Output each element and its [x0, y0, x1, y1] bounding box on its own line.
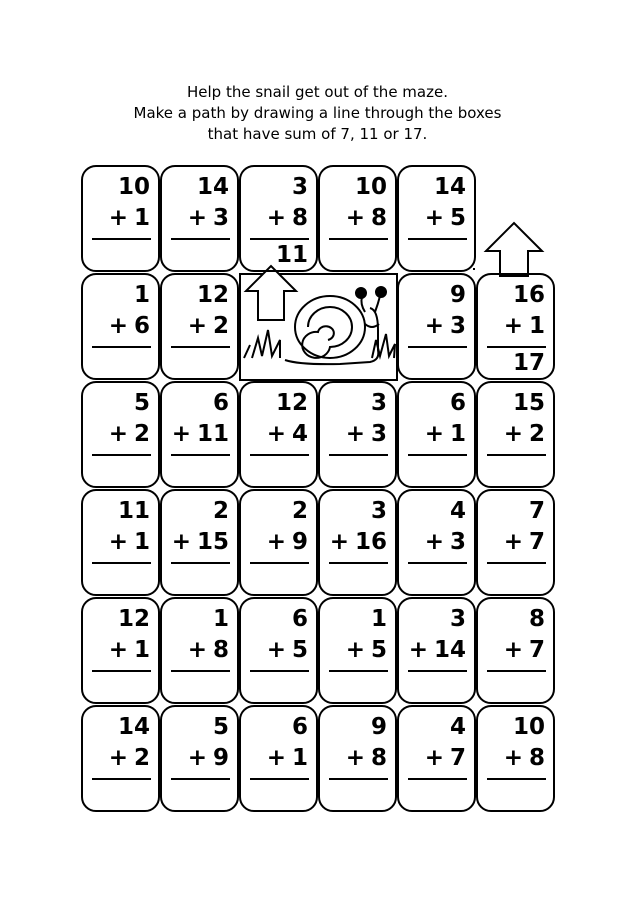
first-addend: 14 — [196, 174, 229, 200]
plus-operator: + — [108, 637, 128, 663]
plus-operator: + — [345, 421, 365, 447]
plus-operator: + — [424, 205, 444, 231]
maze-box[interactable] — [82, 166, 160, 274]
plus-operator: + — [266, 205, 286, 231]
second-addend-value: 1 — [133, 529, 150, 555]
plus-operator: + — [503, 313, 523, 339]
second-addend-value: 1 — [449, 421, 466, 447]
sum-line — [329, 454, 388, 456]
second-addend-value: 8 — [370, 205, 387, 231]
first-addend: 14 — [117, 714, 150, 740]
second-addend — [346, 206, 387, 230]
sum-line — [408, 562, 467, 564]
second-addend — [172, 530, 229, 554]
plus-operator: + — [108, 313, 128, 339]
sum-line — [250, 454, 309, 456]
second-addend-value: 11 — [196, 421, 229, 447]
second-addend — [267, 530, 308, 554]
sum-line — [408, 346, 467, 348]
sum-line — [408, 670, 467, 672]
plus-operator: + — [266, 745, 286, 771]
first-addend: 10 — [512, 714, 545, 740]
maze-box[interactable] — [477, 490, 555, 598]
sum-line — [408, 778, 467, 780]
plus-operator: + — [424, 745, 444, 771]
first-addend: 6 — [212, 390, 229, 416]
second-addend — [425, 314, 466, 338]
maze-box[interactable] — [240, 598, 318, 706]
sum-line — [408, 238, 467, 240]
second-addend — [409, 638, 466, 662]
plus-operator: + — [503, 421, 523, 447]
second-addend — [425, 422, 466, 446]
second-addend-value: 6 — [133, 313, 150, 339]
first-addend: 10 — [354, 174, 387, 200]
maze-box[interactable] — [477, 382, 555, 490]
plus-operator: + — [424, 313, 444, 339]
second-addend — [172, 422, 229, 446]
first-addend: 6 — [449, 390, 466, 416]
maze-box[interactable] — [398, 490, 476, 598]
second-addend-value: 1 — [291, 745, 308, 771]
second-addend — [504, 314, 545, 338]
second-addend-value: 1 — [133, 205, 150, 231]
maze-box[interactable] — [240, 706, 318, 814]
second-addend — [425, 746, 466, 770]
first-addend: 12 — [275, 390, 308, 416]
second-addend-value: 16 — [354, 529, 387, 555]
sum-line — [487, 778, 546, 780]
maze-box[interactable] — [319, 166, 397, 274]
second-addend — [504, 530, 545, 554]
second-addend-value: 3 — [370, 421, 387, 447]
first-addend: 5 — [133, 390, 150, 416]
first-addend: 4 — [449, 498, 466, 524]
second-addend — [109, 314, 150, 338]
first-addend: 1 — [212, 606, 229, 632]
second-addend-value: 3 — [449, 313, 466, 339]
sum-line — [487, 562, 546, 564]
second-addend-value: 14 — [433, 637, 466, 663]
first-addend: 6 — [291, 714, 308, 740]
sum-line — [329, 238, 388, 240]
second-addend — [109, 206, 150, 230]
maze-box[interactable] — [319, 598, 397, 706]
maze-box[interactable] — [477, 706, 555, 814]
maze-box[interactable] — [82, 274, 160, 382]
first-addend: 2 — [212, 498, 229, 524]
sum-line — [250, 562, 309, 564]
maze-box[interactable] — [398, 706, 476, 814]
first-addend: 1 — [370, 606, 387, 632]
second-addend-value: 15 — [196, 529, 229, 555]
plus-operator: + — [108, 529, 128, 555]
sum-line — [329, 670, 388, 672]
first-addend: 9 — [449, 282, 466, 308]
second-addend — [109, 422, 150, 446]
second-addend-value: 9 — [212, 745, 229, 771]
second-addend-value: 5 — [370, 637, 387, 663]
second-addend-value: 9 — [291, 529, 308, 555]
second-addend-value: 2 — [133, 745, 150, 771]
second-addend-value: 8 — [370, 745, 387, 771]
first-addend: 9 — [370, 714, 387, 740]
maze-box[interactable] — [161, 706, 239, 814]
second-addend — [425, 206, 466, 230]
sum-line — [92, 346, 151, 348]
second-addend-value: 3 — [449, 529, 466, 555]
sum-line — [250, 778, 309, 780]
plus-operator: + — [329, 529, 349, 555]
plus-operator: + — [187, 205, 207, 231]
first-addend: 10 — [117, 174, 150, 200]
plus-operator: + — [171, 529, 191, 555]
maze-box[interactable] — [319, 382, 397, 490]
instruction-line-3: that have sum of 7, 11 or 17. — [207, 125, 428, 143]
second-addend — [267, 206, 308, 230]
sum-line — [250, 670, 309, 672]
first-addend: 11 — [117, 498, 150, 524]
first-addend: 3 — [370, 390, 387, 416]
plus-operator: + — [424, 529, 444, 555]
first-addend: 7 — [528, 498, 545, 524]
first-addend: 4 — [449, 714, 466, 740]
second-addend-value: 7 — [528, 637, 545, 663]
maze-box[interactable] — [161, 274, 239, 382]
maze-box[interactable] — [161, 598, 239, 706]
plus-operator: + — [266, 529, 286, 555]
answer: 11 — [275, 242, 308, 268]
second-addend-value: 3 — [212, 205, 229, 231]
maze-box[interactable] — [240, 382, 318, 490]
second-addend — [267, 746, 308, 770]
first-addend: 12 — [196, 282, 229, 308]
instruction-line-1: Help the snail get out of the maze. — [187, 83, 448, 101]
second-addend-value: 1 — [528, 313, 545, 339]
first-addend: 15 — [512, 390, 545, 416]
second-addend-value: 2 — [133, 421, 150, 447]
sum-line — [171, 346, 230, 348]
answer: 17 — [512, 350, 545, 376]
second-addend-value: 8 — [291, 205, 308, 231]
plus-operator: + — [266, 637, 286, 663]
plus-operator: + — [108, 205, 128, 231]
second-addend-value: 2 — [528, 421, 545, 447]
plus-operator: + — [108, 745, 128, 771]
maze-box[interactable] — [398, 166, 476, 274]
maze-box[interactable] — [398, 382, 476, 490]
plus-operator: + — [266, 421, 286, 447]
second-addend — [188, 638, 229, 662]
maze-box[interactable] — [477, 598, 555, 706]
second-addend — [109, 638, 150, 662]
instruction-line-2: Make a path by drawing a line through the boxes — [133, 104, 502, 122]
second-addend — [504, 638, 545, 662]
maze-box[interactable] — [477, 274, 555, 382]
first-addend: 14 — [433, 174, 466, 200]
second-addend-value: 7 — [528, 529, 545, 555]
maze-box[interactable] — [398, 274, 476, 382]
plus-operator: + — [503, 529, 523, 555]
maze-box[interactable] — [319, 706, 397, 814]
second-addend-value: 1 — [133, 637, 150, 663]
first-addend: 2 — [291, 498, 308, 524]
plus-operator: + — [187, 313, 207, 339]
plus-operator: + — [424, 421, 444, 447]
second-addend — [188, 746, 229, 770]
maze-box[interactable] — [398, 598, 476, 706]
sum-line — [92, 562, 151, 564]
second-addend-value: 4 — [291, 421, 308, 447]
plus-operator: + — [108, 421, 128, 447]
maze-box[interactable] — [82, 706, 160, 814]
maze-box[interactable] — [82, 598, 160, 706]
sum-line — [408, 454, 467, 456]
second-addend — [504, 746, 545, 770]
sum-line — [487, 346, 546, 348]
second-addend — [346, 422, 387, 446]
plus-operator: + — [503, 745, 523, 771]
second-addend — [504, 422, 545, 446]
plus-operator: + — [345, 205, 365, 231]
maze-box[interactable] — [240, 490, 318, 598]
sum-line — [487, 670, 546, 672]
second-addend-value: 8 — [212, 637, 229, 663]
second-addend — [109, 746, 150, 770]
plus-operator: + — [503, 637, 523, 663]
second-addend — [188, 206, 229, 230]
plus-operator: + — [171, 421, 191, 447]
second-addend-value: 5 — [291, 637, 308, 663]
plus-operator: + — [408, 637, 428, 663]
sum-line — [92, 454, 151, 456]
first-addend: 5 — [212, 714, 229, 740]
maze-box[interactable] — [161, 382, 239, 490]
maze-box[interactable] — [161, 490, 239, 598]
sum-line — [92, 778, 151, 780]
sum-line — [329, 562, 388, 564]
first-addend: 12 — [117, 606, 150, 632]
maze-box[interactable] — [240, 166, 318, 274]
second-addend — [188, 314, 229, 338]
second-addend — [109, 530, 150, 554]
first-addend: 3 — [291, 174, 308, 200]
second-addend — [346, 746, 387, 770]
plus-operator: + — [345, 637, 365, 663]
sum-line — [171, 778, 230, 780]
sum-line — [171, 562, 230, 564]
sum-line — [250, 238, 309, 240]
second-addend — [267, 422, 308, 446]
second-addend-value: 7 — [449, 745, 466, 771]
second-addend-value: 5 — [449, 205, 466, 231]
maze-box[interactable] — [319, 490, 397, 598]
plus-operator: + — [187, 745, 207, 771]
second-addend-value: 8 — [528, 745, 545, 771]
maze-box[interactable] — [82, 382, 160, 490]
plus-operator: + — [187, 637, 207, 663]
second-addend — [330, 530, 387, 554]
maze-box[interactable] — [82, 490, 160, 598]
maze-box[interactable] — [161, 166, 239, 274]
sum-line — [92, 238, 151, 240]
sum-line — [171, 670, 230, 672]
first-addend: 8 — [528, 606, 545, 632]
sum-line — [329, 778, 388, 780]
plus-operator: + — [345, 745, 365, 771]
sum-line — [92, 670, 151, 672]
first-addend: 1 — [133, 282, 150, 308]
sum-line — [487, 454, 546, 456]
second-addend — [267, 638, 308, 662]
first-addend: 16 — [512, 282, 545, 308]
first-addend: 3 — [449, 606, 466, 632]
first-addend: 3 — [370, 498, 387, 524]
first-addend: 6 — [291, 606, 308, 632]
second-addend-value: 2 — [212, 313, 229, 339]
second-addend — [346, 638, 387, 662]
sum-line — [171, 454, 230, 456]
sum-line — [171, 238, 230, 240]
second-addend — [425, 530, 466, 554]
